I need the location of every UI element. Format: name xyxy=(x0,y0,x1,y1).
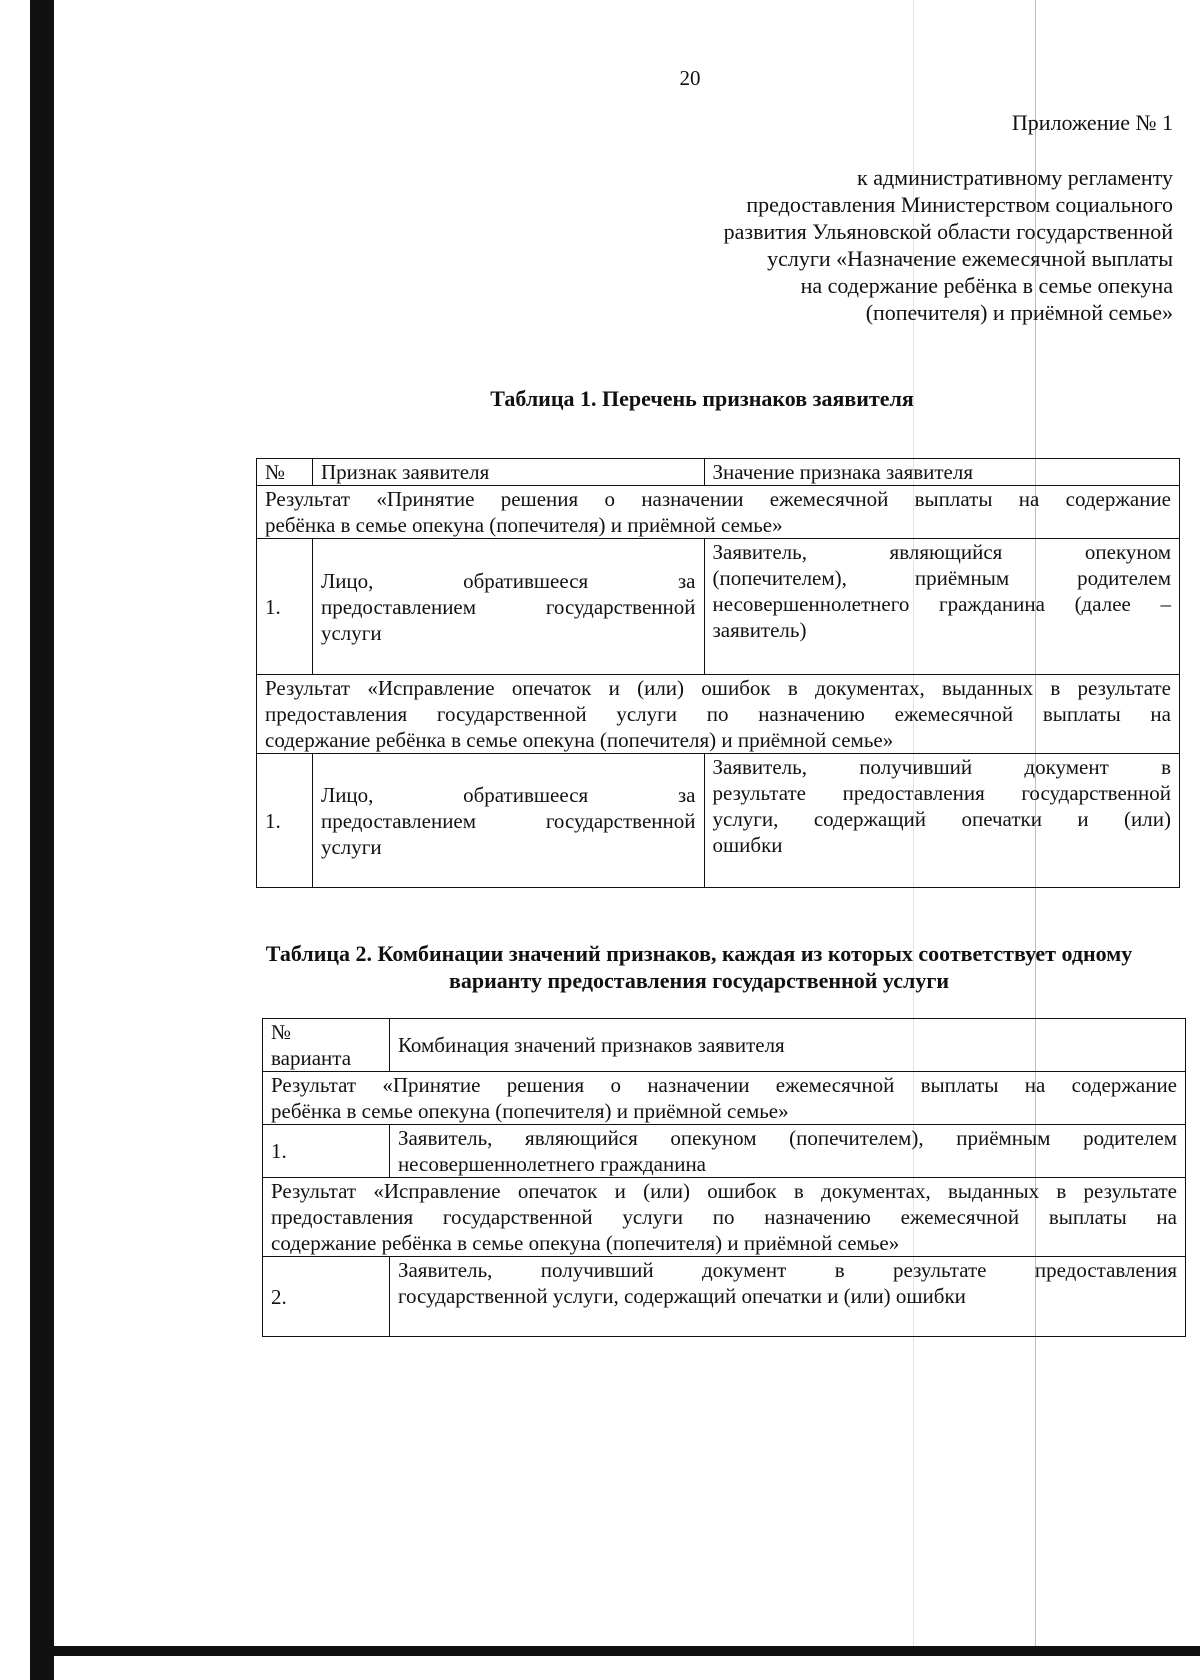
value-line: Заявитель, получивший документ в xyxy=(712,755,1171,779)
table-header-row xyxy=(263,1019,1186,1072)
header-value: Значение признака заявителя xyxy=(704,459,1180,486)
attribute-line: Лицо, обратившееся за xyxy=(320,782,696,807)
row-num: 1. xyxy=(257,754,313,888)
row-attribute xyxy=(312,754,704,888)
row-num: 1. xyxy=(263,1125,390,1178)
table1-title: Таблица 1. Перечень признаков заявителя xyxy=(490,386,914,411)
row-value xyxy=(704,754,1180,888)
result-line: предоставления государственной услуги по назначению ежемесячной выплаты на xyxy=(265,702,1171,726)
row-num: 2. xyxy=(263,1257,390,1337)
table2-title xyxy=(220,940,1178,994)
value-line: (попечителем), приёмным родителем xyxy=(712,566,1171,590)
result-line: Результат «Принятие решения о назначении ежемесячной выплаты на содержание xyxy=(265,487,1171,511)
title-line: Таблица 2. Комбинации значений признаков, каждая из которых соответствует одному xyxy=(265,941,1133,966)
header-num: № xyxy=(257,459,313,486)
attribute-line: услуги xyxy=(320,620,382,645)
result-line: Результат «Исправление опечаток и (или) ошибок в документах, выданных в результате xyxy=(265,676,1171,700)
header-attribute: Признак заявителя xyxy=(312,459,704,486)
title-line: варианту предоставления государственной услуги xyxy=(448,968,950,993)
result-line: содержание ребёнка в семье опекуна (попечителя) и приёмной семье» xyxy=(271,1231,900,1255)
combo-line: несовершеннолетнего гражданина xyxy=(397,1152,707,1176)
result-line: ребёнка в семье опекуна (попечителя) и приёмной семье» xyxy=(265,513,783,537)
attribute-line: услуги xyxy=(320,834,382,859)
result-line: Результат «Принятие решения о назначении ежемесячной выплаты на содержание xyxy=(271,1073,1177,1097)
result-row xyxy=(263,1178,1186,1257)
appendix-title: Приложение № 1 xyxy=(1011,110,1173,135)
row-attribute xyxy=(312,539,704,675)
table1 xyxy=(256,458,1180,888)
result-line: ребёнка в семье опекуна (попечителя) и приёмной семье» xyxy=(271,1099,789,1123)
subtitle-line: предоставления Министерством социального xyxy=(746,192,1173,217)
result-cell xyxy=(257,486,1180,539)
table-row xyxy=(257,539,1180,675)
header-line: варианта xyxy=(271,1046,352,1070)
combo-line: Заявитель, получивший документ в результате предоставления xyxy=(397,1258,1177,1282)
table2 xyxy=(262,1018,1186,1337)
result-row xyxy=(257,675,1180,754)
attribute-line: предоставлением государственной xyxy=(320,594,696,619)
row-combination xyxy=(389,1257,1185,1337)
row-value xyxy=(704,539,1180,675)
table-row xyxy=(263,1125,1186,1178)
attribute-line: предоставлением государственной xyxy=(320,808,696,833)
row-num: 1. xyxy=(257,539,313,675)
result-line: Результат «Исправление опечаток и (или) ошибок в документах, выданных в результате xyxy=(271,1179,1177,1203)
subtitle-line: развития Ульяновской области государственной xyxy=(723,219,1173,244)
value-line: несовершеннолетнего гражданина (далее – xyxy=(712,592,1171,616)
value-line: заявитель) xyxy=(712,618,807,642)
subtitle-line: на содержание ребёнка в семье опекуна xyxy=(800,273,1173,298)
subtitle-line: (попечителя) и приёмной семье» xyxy=(865,300,1173,325)
result-cell xyxy=(263,1072,1186,1125)
table-header-row xyxy=(257,459,1180,486)
value-line: Заявитель, являющийся опекуном xyxy=(712,540,1171,564)
result-row xyxy=(263,1072,1186,1125)
value-line: услуги, содержащий опечатки и (или) xyxy=(712,807,1171,831)
table-row xyxy=(263,1257,1186,1337)
header-line: № xyxy=(271,1020,292,1044)
value-line: ошибки xyxy=(712,833,783,857)
attribute-line: Лицо, обратившееся за xyxy=(320,568,696,593)
combo-line: Заявитель, являющийся опекуном (попечителем), приёмным родителем xyxy=(397,1126,1177,1150)
table-row xyxy=(257,754,1180,888)
combo-line: государственной услуги, содержащий опечатки и (или) ошибки xyxy=(397,1284,966,1308)
value-line: результате предоставления государственной xyxy=(712,781,1171,805)
result-line: предоставления государственной услуги по назначению ежемесячной выплаты на xyxy=(271,1205,1177,1229)
appendix-subtitle xyxy=(613,164,1173,326)
result-cell xyxy=(263,1178,1186,1257)
scan-edge-bottom xyxy=(30,1646,1200,1656)
header-combination: Комбинация значений признаков заявителя xyxy=(389,1019,1185,1072)
subtitle-line: услуги «Назначение ежемесячной выплаты xyxy=(767,246,1173,271)
scan-edge-left xyxy=(30,0,54,1680)
row-combination xyxy=(389,1125,1185,1178)
result-row xyxy=(257,486,1180,539)
subtitle-line: к административному регламенту xyxy=(857,165,1173,190)
result-cell xyxy=(257,675,1180,754)
header-variant-num xyxy=(263,1019,390,1072)
page-number: 20 xyxy=(679,66,701,90)
result-line: содержание ребёнка в семье опекуна (попечителя) и приёмной семье» xyxy=(265,728,894,752)
